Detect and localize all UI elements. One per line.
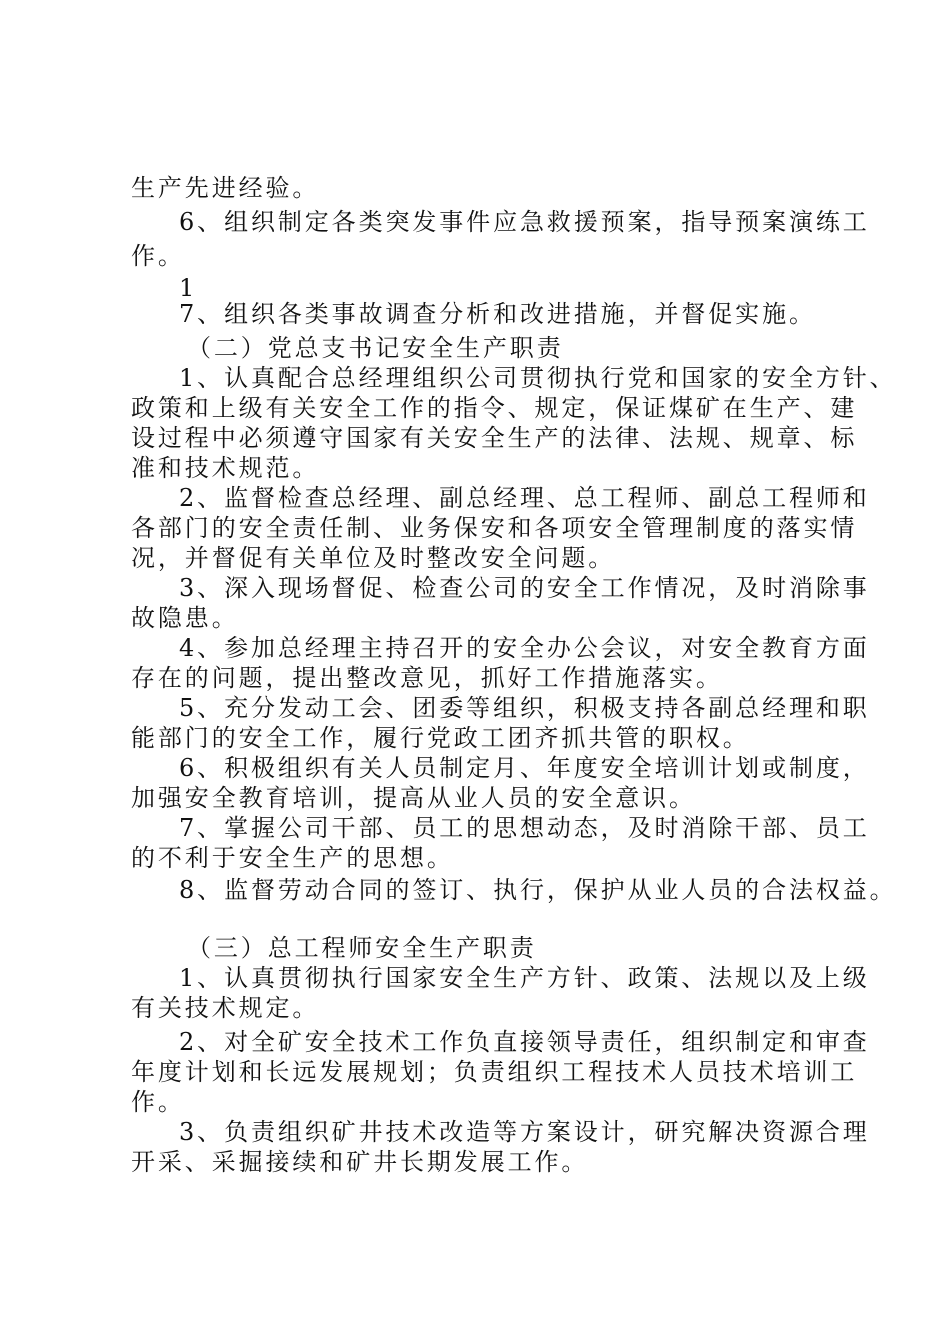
- text-line: 3、负责组织矿井技术改造等方案设计，研究解决资源合理: [179, 1118, 870, 1146]
- page-number: 1: [179, 274, 198, 302]
- text-line: 况，并督促有关单位及时整改安全问题。: [131, 544, 616, 572]
- text-line: 6、积极组织有关人员制定月、年度安全培训计划或制度，: [179, 754, 870, 782]
- text-line: 准和技术规范。: [131, 454, 320, 482]
- text-line: 5、充分发动工会、团委等组织，积极支持各副总经理和职: [179, 694, 870, 722]
- text-line: 能部门的安全工作，履行党政工团齐抓共管的职权。: [131, 724, 750, 752]
- text-line: 作。: [131, 242, 185, 270]
- text-line: 8、监督劳动合同的签订、执行，保护从业人员的合法权益。: [179, 876, 897, 904]
- text-line: 政策和上级有关安全工作的指令、规定，保证煤矿在生产、建: [131, 394, 858, 422]
- text-line: 年度计划和长远发展规划；负责组织工程技术人员技术培训工: [131, 1058, 858, 1086]
- text-line: 加强安全教育培训，提高从业人员的安全意识。: [131, 784, 696, 812]
- text-line: 4、参加总经理主持召开的安全办公会议，对安全教育方面: [179, 634, 870, 662]
- text-line: 3、深入现场督促、检查公司的安全工作情况，及时消除事: [179, 574, 870, 602]
- text-line: 7、组织各类事故调查分析和改进措施，并督促实施。: [179, 300, 816, 328]
- section-heading: （二）党总支书记安全生产职责: [187, 334, 564, 362]
- text-line: 开采、采掘接续和矿井长期发展工作。: [131, 1148, 589, 1176]
- section-heading: （三）总工程师安全生产职责: [187, 934, 537, 962]
- text-line: 有关技术规定。: [131, 994, 320, 1022]
- text-line: 生产先进经验。: [131, 174, 320, 202]
- text-line: 存在的问题，提出整改意见，抓好工作措施落实。: [131, 664, 723, 692]
- text-line: 故隐患。: [131, 604, 239, 632]
- text-line: 2、对全矿安全技术工作负直接领导责任，组织制定和审查: [179, 1028, 870, 1056]
- text-line: 设过程中必须遵守国家有关安全生产的法律、法规、规章、标: [131, 424, 858, 452]
- text-line: 的不利于安全生产的思想。: [131, 844, 454, 872]
- text-line: 作。: [131, 1088, 185, 1116]
- text-line: 1、认真贯彻执行国家安全生产方针、政策、法规以及上级: [179, 964, 870, 992]
- text-line: 6、组织制定各类突发事件应急救援预案，指导预案演练工: [179, 208, 870, 236]
- text-line: 各部门的安全责任制、业务保安和各项安全管理制度的落实情: [131, 514, 858, 542]
- text-line: 1、认真配合总经理组织公司贯彻执行党和国家的安全方针、: [179, 364, 897, 392]
- text-line: 2、监督检查总经理、副总经理、总工程师、副总工程师和: [179, 484, 870, 512]
- text-line: 7、掌握公司干部、员工的思想动态，及时消除干部、员工: [179, 814, 870, 842]
